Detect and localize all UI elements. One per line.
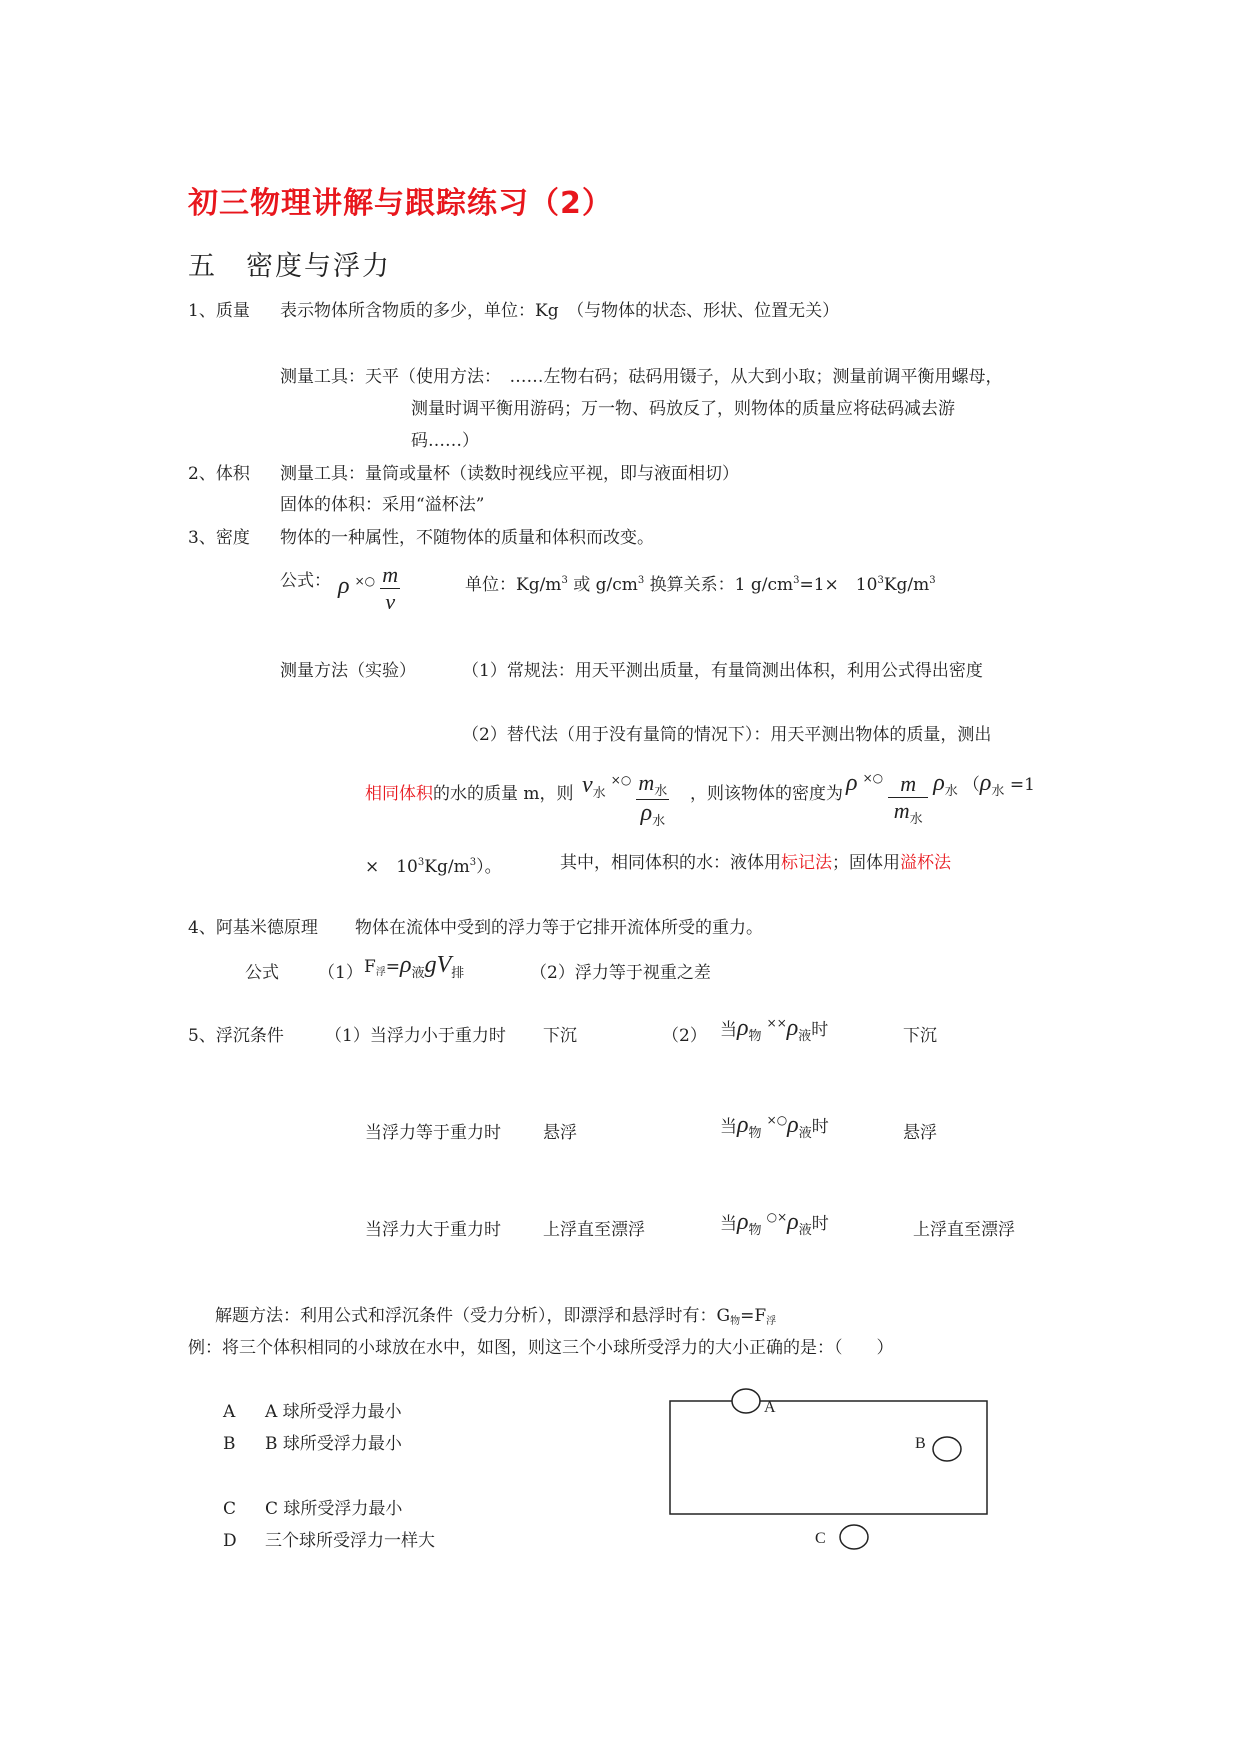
- time: 时: [811, 1117, 829, 1137]
- exp: 3: [637, 575, 645, 586]
- density-condition-1: [720, 1015, 828, 1044]
- rho-symbol: ρ: [737, 1209, 749, 1235]
- water-sub: 水: [991, 784, 1005, 799]
- density-result-2: 悬浮: [903, 1123, 937, 1143]
- option-d-text: 三个球所受浮力一样大: [265, 1531, 435, 1551]
- m-symbol: m: [638, 770, 655, 795]
- conversion: 换算关系：1 g/cm: [644, 575, 794, 595]
- object-density-formula: [846, 770, 1035, 827]
- exp: 3: [417, 857, 425, 868]
- method-2-cont: [365, 783, 574, 805]
- water-sub: 水: [944, 784, 958, 799]
- option-c-letter: C: [223, 1499, 237, 1519]
- exp: 3: [793, 575, 800, 586]
- object-sub: 物: [730, 1316, 741, 1327]
- balls-in-water-figure: [660, 1385, 1000, 1555]
- ball-c: [840, 1525, 868, 1549]
- mass-tool-line1: 测量工具：天平（使用方法： ……左物右码；砝码用镊子，从大到小取；测量前调平衡用螺母，: [280, 367, 1003, 387]
- density-formula-label: 公式：: [280, 571, 331, 591]
- option-b-text: B 球所受浮力最小: [265, 1434, 402, 1454]
- density-desc: 物体的一种属性，不随物体的质量和体积而改变。: [280, 528, 654, 548]
- mass-tool-line3: 码……）: [411, 431, 479, 451]
- ball-c-label: C: [815, 1530, 826, 1547]
- F-symbol: F: [364, 957, 376, 977]
- conditions-2-label: （2）: [662, 1026, 707, 1046]
- method-1: （1）常规法：用天平测出质量，有量筒测出体积，利用公式得出密度: [462, 661, 983, 681]
- same-volume-methods: [560, 852, 951, 874]
- rho-symbol: ρ: [640, 800, 653, 826]
- water-density-value: =1: [1004, 775, 1035, 795]
- fraction-numerator: m: [382, 562, 399, 587]
- rho-symbol: ρ: [786, 1015, 799, 1041]
- condition-1: （1）当浮力小于重力时: [325, 1026, 506, 1046]
- condition-2: 当浮力等于重力时: [365, 1123, 501, 1143]
- rho-symbol: ρ: [979, 770, 992, 796]
- equals-F: =F: [740, 1306, 767, 1326]
- method-label: 测量方法（实验）: [280, 661, 416, 681]
- object-sub: 物: [748, 1223, 762, 1238]
- object-sub: 物: [748, 1126, 762, 1141]
- mid-text: ，则该物体的密度为: [690, 784, 843, 804]
- density-condition-2: [720, 1112, 829, 1141]
- exp: 3: [929, 575, 936, 586]
- archimedes-desc: 物体在流体中受到的浮力等于它排开流体所受的重力。: [355, 918, 763, 938]
- option-a-letter: A: [223, 1402, 236, 1422]
- formula-2: （2）浮力等于视重之差: [530, 963, 711, 983]
- rho-symbol: ρ: [737, 1015, 749, 1041]
- density-condition-3: [720, 1209, 829, 1238]
- liquid-sub: 液: [411, 966, 425, 981]
- archimedes-label: 4、阿基米德原理: [188, 918, 318, 938]
- m-symbol: m: [893, 798, 910, 823]
- rho-symbol: ρ: [787, 1209, 799, 1235]
- mark-method: 标记法: [781, 853, 832, 873]
- mass-label: 1、质量: [188, 301, 250, 321]
- value: × 10: [365, 857, 418, 877]
- water-container: [670, 1401, 987, 1514]
- liquid-sub: 液: [798, 1223, 812, 1238]
- mass-desc: 表示物体所含物质的多少，单位：Kg （与物体的状态、形状、位置无关）: [280, 301, 840, 321]
- ball-b: [933, 1437, 961, 1461]
- mass-tool-line2: 测量时调平衡用游码；万一物、码放反了，则物体的质量应将砝码减去游: [411, 399, 955, 419]
- result-1: 下沉: [543, 1026, 577, 1046]
- displaced-sub: 排: [451, 966, 465, 981]
- ball-a: [732, 1389, 760, 1413]
- mass-of-water-text: 的水的质量 m，则: [433, 784, 574, 804]
- g-symbol: g: [424, 952, 437, 978]
- unit-g-cm: 或 g/cm: [567, 575, 638, 595]
- water-sub: 水: [652, 814, 666, 829]
- exp: 3: [469, 857, 477, 868]
- density-formula: [338, 562, 400, 615]
- overflow-method: 溢杯法: [900, 853, 951, 873]
- volume-solid: 固体的体积：采用“溢杯法”: [280, 495, 485, 515]
- volume-label: 2、体积: [188, 464, 250, 484]
- section-heading: 五 密度与浮力: [188, 251, 391, 282]
- unit-kg-m: 单位：Kg/m: [465, 575, 562, 595]
- time: 时: [811, 1214, 829, 1234]
- rho-symbol: ρ: [737, 1112, 749, 1138]
- result-3: 上浮直至漂浮: [543, 1220, 645, 1240]
- when: 当: [720, 1020, 737, 1040]
- volume-tool: 测量工具：量筒或量杯（读数时视线应平视，即与液面相切）: [280, 464, 739, 484]
- ball-a-label: A: [764, 1399, 776, 1416]
- ball-b-label: B: [915, 1435, 926, 1452]
- exp: 3: [877, 575, 884, 586]
- conditions-label: 5、浮沉条件: [188, 1026, 284, 1046]
- equals-mark: ×○: [610, 773, 632, 787]
- rho-symbol: ρ: [400, 952, 412, 978]
- density-unit: [465, 570, 936, 596]
- same-volume-intro: 其中，相同体积的水：液体用: [560, 853, 781, 873]
- density-label: 3、密度: [188, 528, 250, 548]
- result-2: 悬浮: [543, 1123, 577, 1143]
- rho-symbol: ρ: [846, 770, 858, 796]
- rho-symbol: ρ: [787, 1112, 799, 1138]
- m-symbol: m: [888, 771, 928, 798]
- page-title: 初三物理讲解与跟踪练习（2）: [188, 186, 613, 221]
- buoy-sub: 浮: [375, 967, 386, 978]
- liquid-sub: 液: [798, 1126, 812, 1141]
- close-paren: ）。: [476, 857, 502, 877]
- density-result-3: 上浮直至漂浮: [913, 1220, 1015, 1240]
- formula-1-label: （1）: [318, 963, 363, 983]
- v-symbol: v: [582, 772, 593, 798]
- option-c-text: C 球所受浮力最小: [265, 1499, 403, 1519]
- solving-method: [215, 1305, 776, 1333]
- archimedes-formula-label: 公式: [245, 963, 279, 983]
- example-question: 例：将三个体积相同的小球放在水中，如图，则这三个小球所受浮力的大小正确的是：（ ）: [188, 1338, 894, 1358]
- conversion-value: =1× 10: [799, 575, 878, 595]
- time: 时: [811, 1020, 829, 1040]
- V-symbol: V: [436, 952, 452, 978]
- water-volume-formula: [582, 770, 669, 829]
- when: 当: [720, 1214, 737, 1234]
- rho-symbol: ρ: [338, 573, 350, 599]
- same-volume-text: 相同体积: [365, 784, 433, 804]
- liquid-sub: 液: [798, 1029, 812, 1044]
- solving-method-text: 解题方法：利用公式和浮沉条件（受力分析），即漂浮和悬浮时有：G: [215, 1306, 731, 1326]
- when: 当: [720, 1117, 737, 1137]
- buoy-sub: 浮: [766, 1316, 777, 1327]
- condition-3: 当浮力大于重力时: [365, 1220, 501, 1240]
- equals: =: [385, 957, 401, 977]
- exp: 3: [561, 575, 568, 586]
- object-sub: 物: [748, 1029, 762, 1044]
- paren: （: [962, 775, 980, 795]
- archimedes-formula: [364, 952, 464, 981]
- water-sub: 水: [654, 784, 668, 799]
- comparison-mark: ○×: [766, 1210, 788, 1224]
- comparison-mark: ××: [766, 1016, 787, 1030]
- unit: Kg/m: [424, 857, 470, 877]
- water-sub: 水: [909, 812, 923, 827]
- rho-symbol: ρ: [933, 770, 945, 796]
- water-density-unit: [365, 852, 502, 878]
- method-2: （2）替代法（用于没有量筒的情况下）：用天平测出物体的质量，测出: [462, 725, 992, 745]
- equals-mark: ×○: [862, 771, 884, 785]
- fraction-denominator: v: [385, 589, 396, 614]
- conversion-unit: Kg/m: [883, 575, 930, 595]
- option-a-text: A 球所受浮力最小: [265, 1402, 402, 1422]
- equals-mark: ×○: [354, 574, 376, 588]
- option-b-letter: B: [223, 1434, 236, 1454]
- density-result-1: 下沉: [903, 1026, 937, 1046]
- option-d-letter: D: [223, 1531, 237, 1551]
- solid-intro: ；固体用: [832, 853, 900, 873]
- water-sub: 水: [592, 786, 606, 801]
- comparison-mark: ×○: [766, 1113, 788, 1127]
